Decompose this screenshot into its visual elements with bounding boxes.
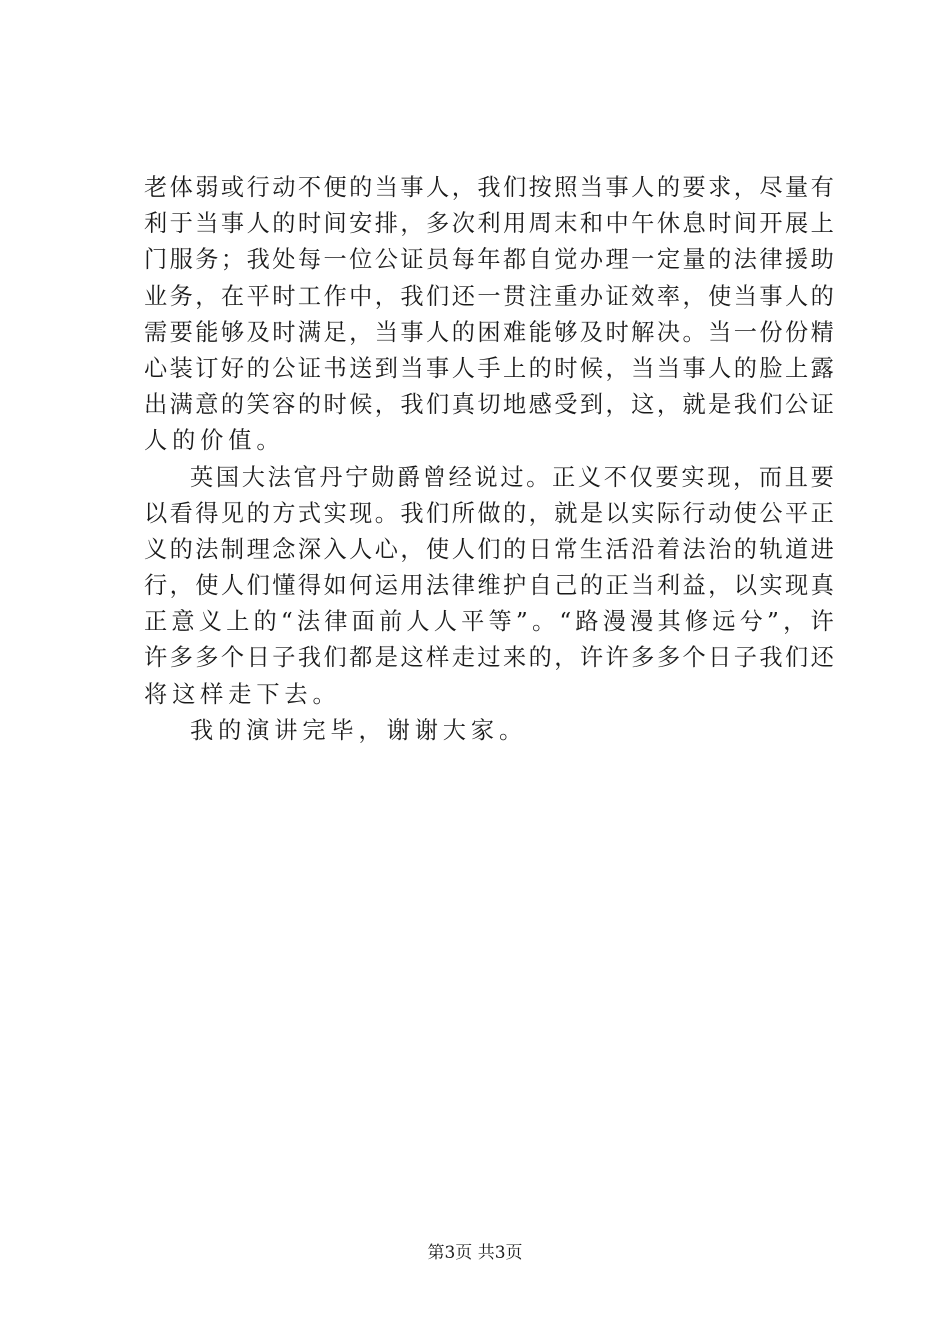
text-line: 需 要 能 够 及 时 满 足 ， 当 事 人 的 困 难 能 够 及 时 解 决 。 当 一 份 份 精 bbox=[144, 318, 834, 346]
text-line: 将这样走下去。 bbox=[144, 680, 341, 708]
text-line: 义 的 法 制 理 念 深 入 人 心 ， 使 人 们 的 日 常 生 活 沿 着 法 治 的 轨 道 进 bbox=[144, 535, 834, 563]
text-line: 业 务 ， 在 平 时 工 作 中 ， 我 们 还 一 贯 注 重 办 证 效 率 ， 使 当 事 人 的 bbox=[144, 282, 834, 310]
text-line: 出 满 意 的 笑 容 的 时 候 ， 我 们 真 切 地 感 受 到 ， 这 ， 就 是 我 们 公 证 bbox=[144, 391, 834, 419]
text-line: 英 国 大 法 官 丹 宁 勋 爵 曾 经 说 过 。 正 义 不 仅 要 实 现 ， 而 且 要 bbox=[190, 463, 834, 491]
text-line: 心 装 订 好 的 公 证 书 送 到 当 事 人 手 上 的 时 候 ， 当 当 事 人 的 脸 上 露 bbox=[144, 354, 834, 382]
body-text bbox=[144, 170, 834, 749]
text-line: 行 ， 使 人 们 懂 得 如 何 运 用 法 律 维 护 自 己 的 正 当 利 益 ， 以 实 现 真 bbox=[144, 572, 834, 600]
text-line: 许 多 多 个 日 子 我 们 都 是 这 样 走 过 来 的 ， 许 许 多 多 个 日 子 我 们 还 bbox=[144, 644, 834, 672]
text-line: 利 于 当 事 人 的 时 间 安 排 ， 多 次 利 用 周 末 和 中 午 休 息 时 间 开 展 上 bbox=[144, 210, 834, 238]
page-footer bbox=[0, 1242, 950, 1264]
text-line: 正 意 义 上 的 “ 法 律 面 前 人 人 平 等 ” 。 “ 路 漫 漫 其 修 远 兮 ” ， 许 bbox=[144, 608, 834, 636]
text-line: 人的价值。 bbox=[144, 427, 285, 455]
text-line: 我的演讲完毕，谢谢大家。 bbox=[190, 716, 528, 744]
text-line: 老 体 弱 或 行 动 不 便 的 当 事 人 ， 我 们 按 照 当 事 人 的 要 求 ， 尽 量 有 bbox=[144, 174, 834, 201]
page-number: 第3页 共3页 bbox=[427, 1243, 523, 1263]
text-line: 门 服 务 ； 我 处 每 一 位 公 证 员 每 年 都 自 觉 办 理 一 定 量 的 法 律 援 助 bbox=[144, 246, 834, 274]
text-line: 以 看 得 见 的 方 式 实 现 。 我 们 所 做 的 ， 就 是 以 实 际 行 动 使 公 平 正 bbox=[144, 499, 834, 527]
